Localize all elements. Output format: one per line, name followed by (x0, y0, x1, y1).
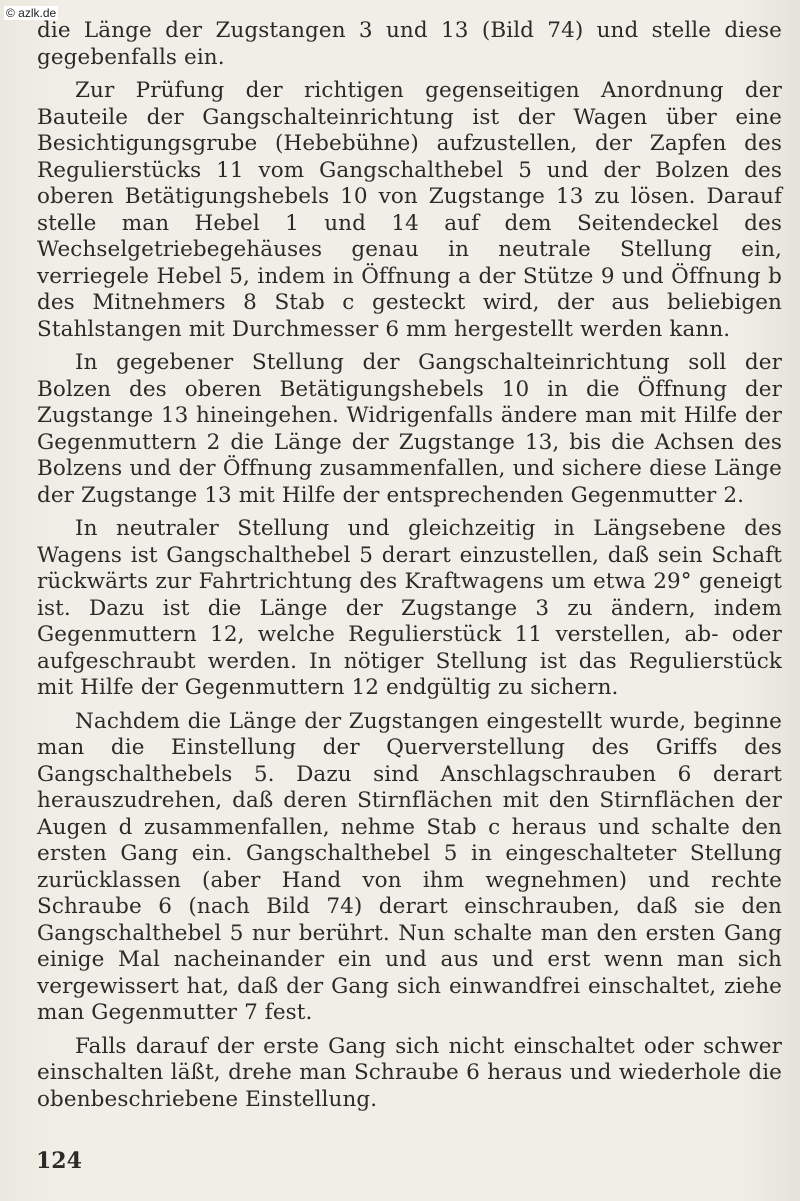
paragraph-3: In gegebener Stellung der Gangschalteinrichtung soll der Bolzen des oberen Betätigungshebels 10 in die Öffnung der Zugstange 13 hineingehen. Widrigenfalls ändere man mit Hilfe der Gegenmuttern 2 die Länge der Zugstange 13, bis die Achsen des Bolzens und der Öffnung zusammenfallen, und sichere diese Länge der Zugstange 13 mit Hilfe der entsprechenden Gegenmutter 2. (37, 350, 782, 508)
paragraph-4: In neutraler Stellung und gleichzeitig in Längsebene des Wagens ist Gangschalthebel 5 derart einzustellen, daß sein Schaft rückwärts zur Fahrtrichtung des Kraftwagens um etwa 29° geneigt ist. Dazu ist die Länge der Zugstange 3 zu ändern, indem Gegenmuttern 12, welche Regulierstück 11 verstellen, ab- oder aufgeschraubt werden. In nötiger Stellung ist das Regulierstück mit Hilfe der Gegenmuttern 12 endgültig zu sichern. (37, 516, 782, 700)
paragraph-5: Nachdem die Länge der Zugstangen eingestellt wurde, beginne man die Einstellung der Querverstellung des Griffs des Gangschalthebels 5. Dazu sind Anschlagschrauben 6 derart herauszudrehen, daß deren Stirnflächen mit den Stirnflächen der Augen d zusammenfallen, nehme Stab c heraus und schalte den ersten Gang ein. Gangschalthebel 5 in eingeschalteter Stellung zurücklassen (aber Hand von ihm wegnehmen) und rechte Schraube 6 (nach Bild 74) derart einschrauben, daß sie den Gangschalthebel 5 nur berührt. Nun schalte man den ersten Gang einige Mal nacheinander ein und aus und erst wenn man sich vergewissert hat, daß der Gang sich einwandfrei einschaltet, ziehe man Gegenmutter 7 fest. (37, 708, 782, 1025)
paragraph-2: Zur Prüfung der richtigen gegenseitigen Anordnung der Bauteile der Gangschalteinrichtung ist der Wagen über eine Besichtigungsgrube (Hebebühne) aufzustellen, der Zapfen des Regulierstücks 11 vom Gangschalthebel 5 und der Bolzen des oberen Betätigungshebels 10 von Zugstange 13 zu lösen. Darauf stelle man Hebel 1 und 14 auf dem Seitendeckel des Wechselgetriebegehäuses genau in neutrale Stellung ein, verriegele Hebel 5, indem in Öffnung a der Stütze 9 und Öffnung b des Mitnehmers 8 Stab c gesteckt wird, der aus beliebigen Stahlstangen mit Durchmesser 6 mm hergestellt werden kann. (37, 78, 782, 342)
paragraph-1: die Länge der Zugstangen 3 und 13 (Bild 74) und stelle diese gegebenfalls ein. (37, 18, 782, 70)
watermark-label: © azlk.de (6, 6, 57, 20)
page-number: 124 (36, 1148, 82, 1174)
paragraph-6: Falls darauf der erste Gang sich nicht einschaltet oder schwer einschalten läßt, drehe man Schraube 6 heraus und wiederhole die obenbeschriebene Einstellung. (37, 1033, 782, 1112)
body-text (37, 18, 782, 1120)
